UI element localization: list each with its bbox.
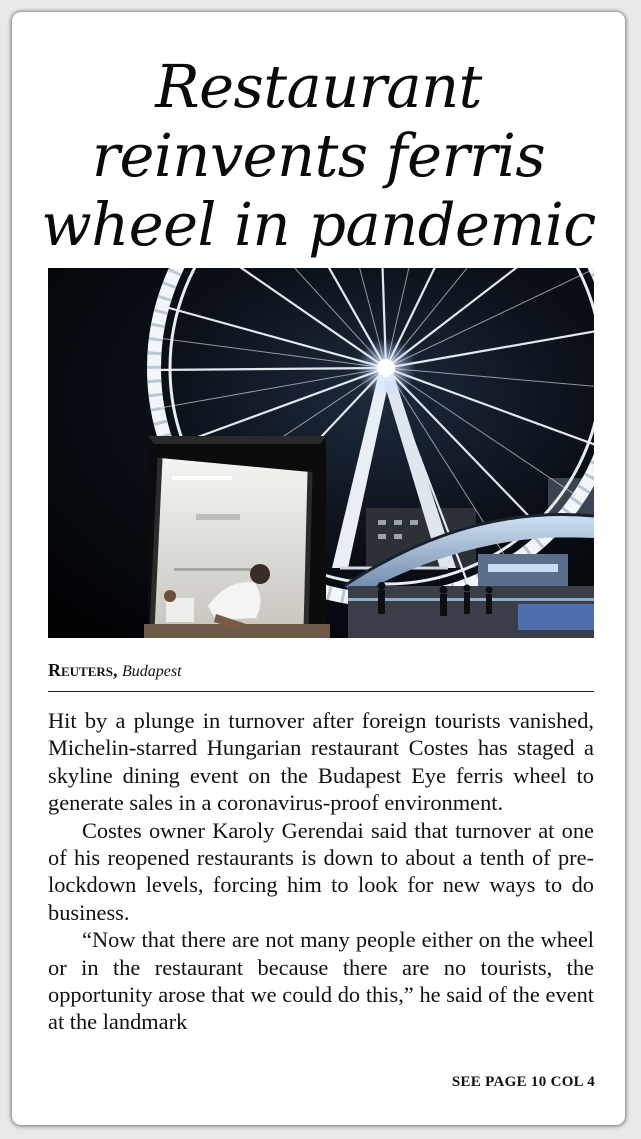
headline: Restaurant reinvents ferris wheel in pandemic [41, 52, 596, 259]
article-body [48, 707, 594, 1036]
paragraph: Hit by a plunge in turnover after foreign tourists vanished, Michelin-starred Hungarian restaurant Costes has staged a skyline dining event on the Budapest Eye ferris wheel to generate sales in a coronavirus-proof environment. [48, 708, 594, 816]
news-agency: Reuters, [48, 660, 118, 680]
dateline [48, 660, 182, 681]
news-clipping [12, 12, 625, 1125]
dateline-location: Budapest [122, 663, 182, 680]
divider [48, 691, 594, 692]
paragraph: “Now that there are not many people either on the wheel or in the restaurant because there are no tourists, the opportunity arose that we could do this,” he said of the event at the landmark [48, 927, 594, 1035]
ferris-wheel-photo [48, 268, 594, 638]
paragraph: Costes owner Karoly Gerendai said that turnover at one of his reopened restaurants is down to about a tenth of pre-lockdown levels, forcing him to look for new ways to do business. [48, 817, 594, 925]
continuation-reference: SEE PAGE 10 COL 4 [451, 1074, 595, 1090]
